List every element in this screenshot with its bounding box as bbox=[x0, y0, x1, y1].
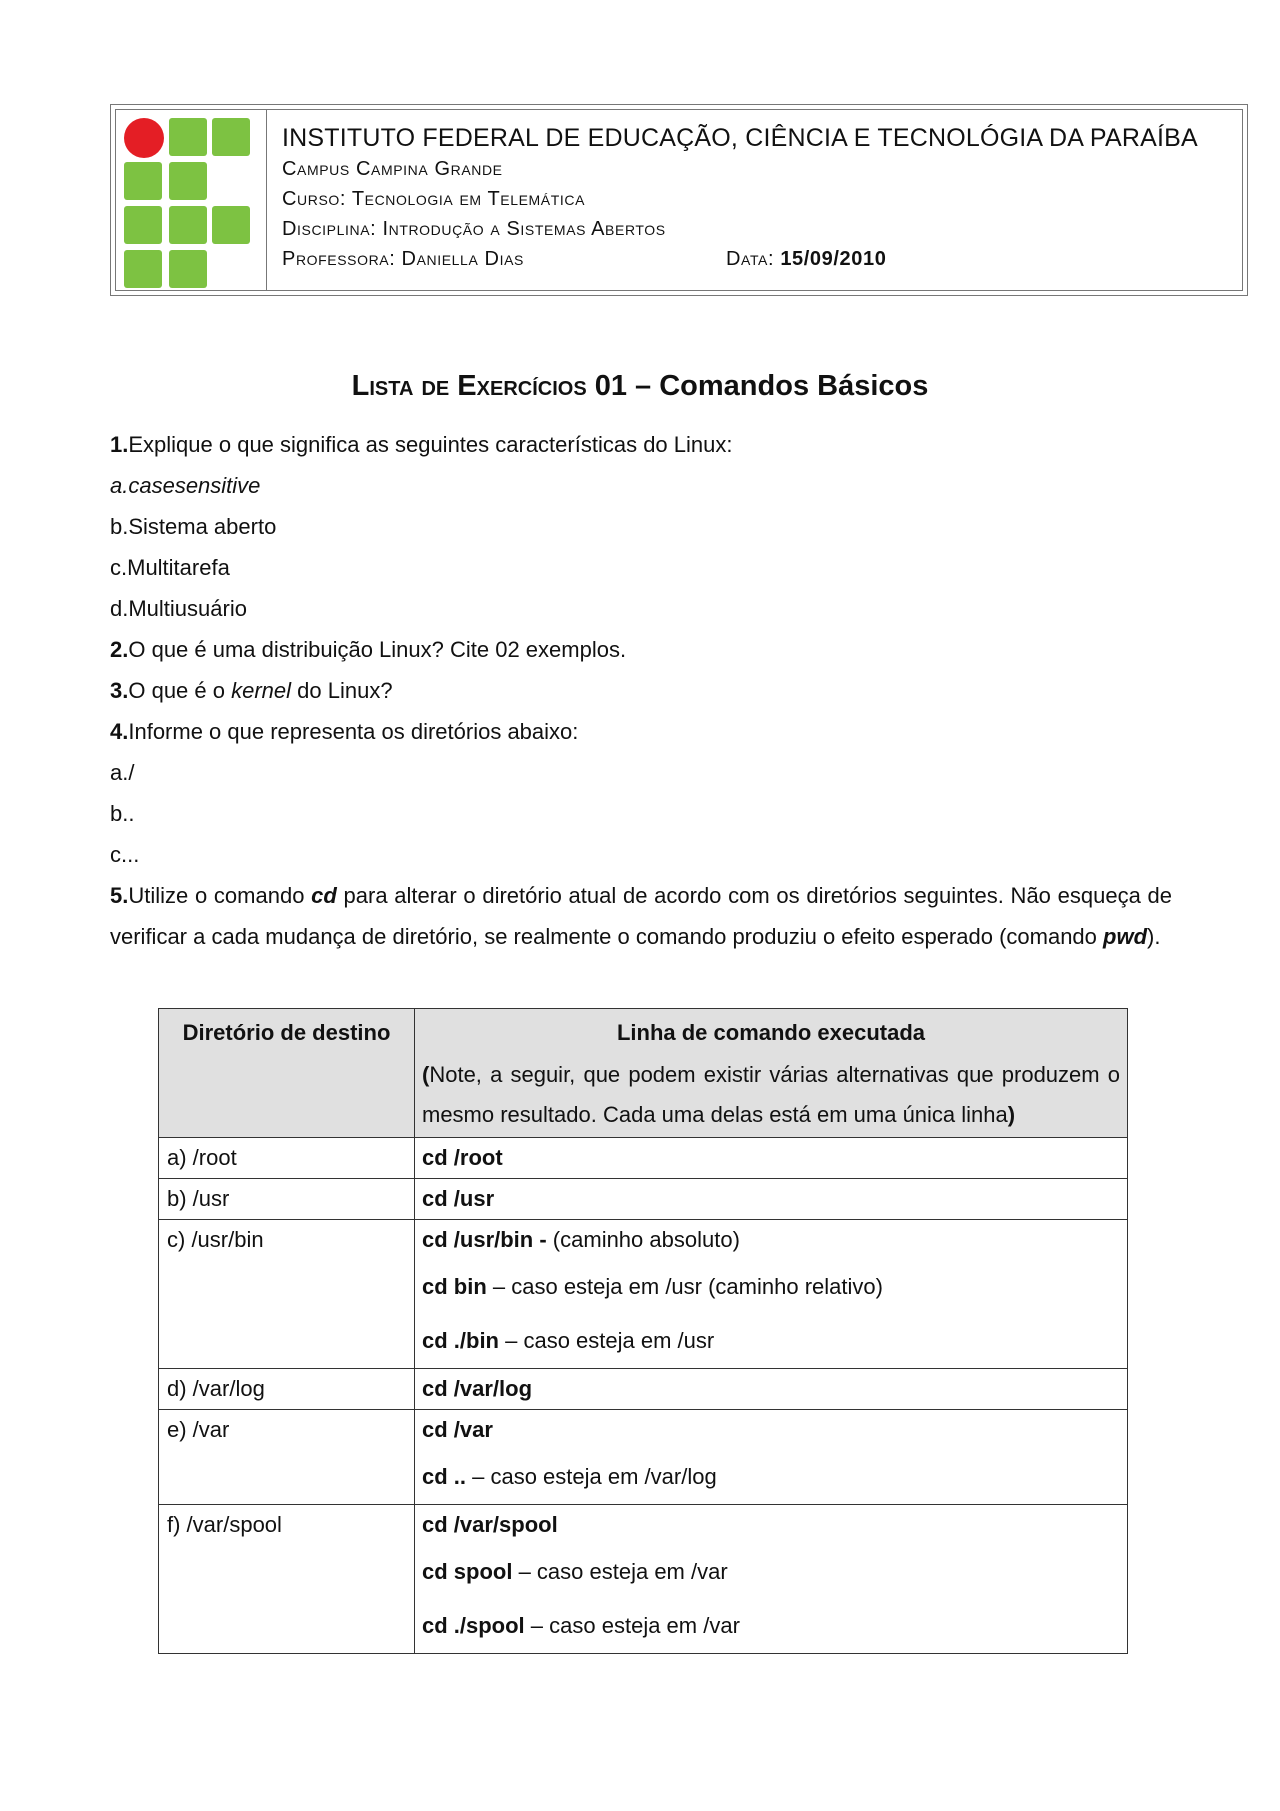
note-text: Note, a seguir, que podem existir várias alternativas que produzem o mesmo resultado. Cada uma delas está em uma única linha bbox=[422, 1062, 1120, 1127]
header-box bbox=[110, 104, 1248, 296]
command-text: cd spool bbox=[422, 1559, 513, 1584]
table-row bbox=[159, 1369, 1128, 1410]
discipline-line: Disciplina: Introdução a Sistemas Abertos bbox=[282, 218, 666, 240]
command-line bbox=[422, 1505, 1120, 1545]
command-description: – caso esteja em /var bbox=[524, 1613, 740, 1638]
question-number: 2. bbox=[110, 637, 129, 662]
question-text-post: ). bbox=[1147, 924, 1161, 949]
command-cell bbox=[415, 1505, 1128, 1654]
course-line: Curso: Tecnologia em Telemática bbox=[282, 188, 586, 210]
command-line bbox=[422, 1220, 1120, 1260]
table-row bbox=[159, 1138, 1128, 1179]
destination-cell: e) /var bbox=[159, 1410, 415, 1505]
command-text: cd /root bbox=[422, 1145, 503, 1170]
table-row bbox=[159, 1220, 1128, 1369]
title-suffix: 01 – Comandos Básicos bbox=[594, 370, 929, 402]
table-row bbox=[159, 1410, 1128, 1505]
command-text: cd /var bbox=[422, 1417, 493, 1442]
item-text: a.casesensitive bbox=[110, 473, 261, 498]
list-item: b.. bbox=[110, 801, 135, 826]
logo-green-block bbox=[169, 118, 207, 156]
command-description: – caso esteja em /usr bbox=[499, 1328, 715, 1353]
ifpb-logo bbox=[124, 118, 264, 288]
list-item: b.Sistema aberto bbox=[110, 514, 277, 539]
header-text bbox=[282, 122, 1232, 274]
destination-cell: c) /usr/bin bbox=[159, 1220, 415, 1369]
question-text-em: kernel bbox=[231, 678, 292, 703]
command-line bbox=[422, 1138, 1120, 1178]
logo-green-block bbox=[169, 206, 207, 244]
command-text: cd /usr/bin - bbox=[422, 1227, 547, 1252]
command-line bbox=[422, 1314, 1120, 1368]
col-header-destination: Diretório de destino bbox=[159, 1009, 415, 1138]
teacher-name: Professora: Daniella Dias bbox=[282, 248, 524, 270]
logo-green-block bbox=[124, 162, 162, 200]
question-number: 4. bbox=[110, 719, 129, 744]
question-4 bbox=[110, 711, 1172, 752]
command-cell bbox=[415, 1410, 1128, 1505]
command-line bbox=[422, 1260, 1120, 1314]
command-description: – caso esteja em /usr (caminho relativo) bbox=[486, 1274, 883, 1299]
table-header-row bbox=[159, 1009, 1128, 1138]
question-1-block bbox=[110, 424, 1172, 957]
question-5 bbox=[110, 875, 1172, 957]
question-3 bbox=[110, 670, 1172, 711]
command-line bbox=[422, 1545, 1120, 1599]
destination-cell: f) /var/spool bbox=[159, 1505, 415, 1654]
table-body bbox=[159, 1138, 1128, 1654]
question-text: O que é uma distribuição Linux? Cite 02 exemplos. bbox=[128, 637, 627, 662]
question-2 bbox=[110, 629, 1172, 670]
list-item: d.Multiusuário bbox=[110, 596, 247, 621]
destination-cell: b) /usr bbox=[159, 1179, 415, 1220]
command-cell bbox=[415, 1220, 1128, 1369]
header-inner bbox=[115, 109, 1243, 291]
note-close: ) bbox=[1007, 1102, 1016, 1127]
date-value: 15/09/2010 bbox=[780, 248, 887, 270]
logo-green-block bbox=[212, 118, 250, 156]
destination-cell: d) /var/log bbox=[159, 1369, 415, 1410]
table-row bbox=[159, 1179, 1128, 1220]
command-text: cd ./spool bbox=[422, 1613, 525, 1638]
logo-green-block bbox=[124, 206, 162, 244]
command-cell bbox=[415, 1179, 1128, 1220]
command-text: cd bin bbox=[422, 1274, 487, 1299]
command-text: cd .. bbox=[422, 1464, 467, 1489]
logo-red-circle bbox=[124, 118, 164, 158]
logo-green-block bbox=[124, 250, 162, 288]
command-text: cd ./bin bbox=[422, 1328, 499, 1353]
question-number: 1. bbox=[110, 432, 129, 457]
title-prefix: Lista de Exercícios bbox=[351, 370, 587, 402]
question-number: 5. bbox=[110, 883, 129, 908]
table-row bbox=[159, 1505, 1128, 1654]
question-text-pre: O que é o bbox=[128, 678, 232, 703]
question-text-mid: para alterar o diretório atual de acordo com os diretórios seguintes. Não esqueça de verificar a cada mudança de diretório, se realmente o comando produziu o efeito esperado (comando bbox=[110, 883, 1172, 949]
question-text: Informe o que representa os diretórios abaixo: bbox=[128, 719, 579, 744]
command-text: cd /var/spool bbox=[422, 1512, 558, 1537]
command-description: – caso esteja em /var bbox=[512, 1559, 728, 1584]
command-line bbox=[422, 1599, 1120, 1653]
col-header-command bbox=[415, 1009, 1128, 1138]
logo-green-block bbox=[212, 206, 250, 244]
campus-line: Campus Campina Grande bbox=[282, 158, 503, 180]
question-number: 3. bbox=[110, 678, 129, 703]
commands-table bbox=[158, 1008, 1128, 1654]
document-title bbox=[0, 370, 1280, 403]
logo-green-block bbox=[169, 250, 207, 288]
col-header-command-label: Linha de comando executada bbox=[616, 1020, 926, 1045]
command-text: cd /var/log bbox=[422, 1376, 533, 1401]
logo-cell bbox=[116, 110, 267, 290]
institute-name: INSTITUTO FEDERAL DE EDUCAÇÃO, CIÊNCIA E TECNOLÓGIA DA PARAÍBA bbox=[282, 124, 1198, 152]
command-cell bbox=[415, 1138, 1128, 1179]
command-line bbox=[422, 1410, 1120, 1450]
command-line bbox=[422, 1369, 1120, 1409]
note-open: ( bbox=[422, 1062, 430, 1087]
logo-green-block bbox=[169, 162, 207, 200]
command-pwd: pwd bbox=[1103, 924, 1148, 949]
teacher-date-line bbox=[282, 244, 1232, 274]
command-description: – caso esteja em /var/log bbox=[466, 1464, 717, 1489]
command-line bbox=[422, 1450, 1120, 1504]
command-description: (caminho absoluto) bbox=[546, 1227, 740, 1252]
list-item: a./ bbox=[110, 760, 135, 785]
destination-cell: a) /root bbox=[159, 1138, 415, 1179]
command-cd: cd bbox=[311, 883, 337, 908]
list-item: c.Multitarefa bbox=[110, 555, 230, 580]
list-item: c... bbox=[110, 842, 140, 867]
table-note bbox=[422, 1055, 1120, 1137]
command-text: cd /usr bbox=[422, 1186, 495, 1211]
date-field bbox=[726, 244, 886, 274]
command-line bbox=[422, 1179, 1120, 1219]
list-item bbox=[110, 465, 1172, 506]
command-cell bbox=[415, 1369, 1128, 1410]
question-1 bbox=[110, 424, 1172, 465]
question-text-pre: Utilize o comando bbox=[128, 883, 312, 908]
question-text-post: do Linux? bbox=[291, 678, 393, 703]
question-text: Explique o que significa as seguintes características do Linux: bbox=[128, 432, 733, 457]
date-label: Data: bbox=[726, 248, 775, 270]
